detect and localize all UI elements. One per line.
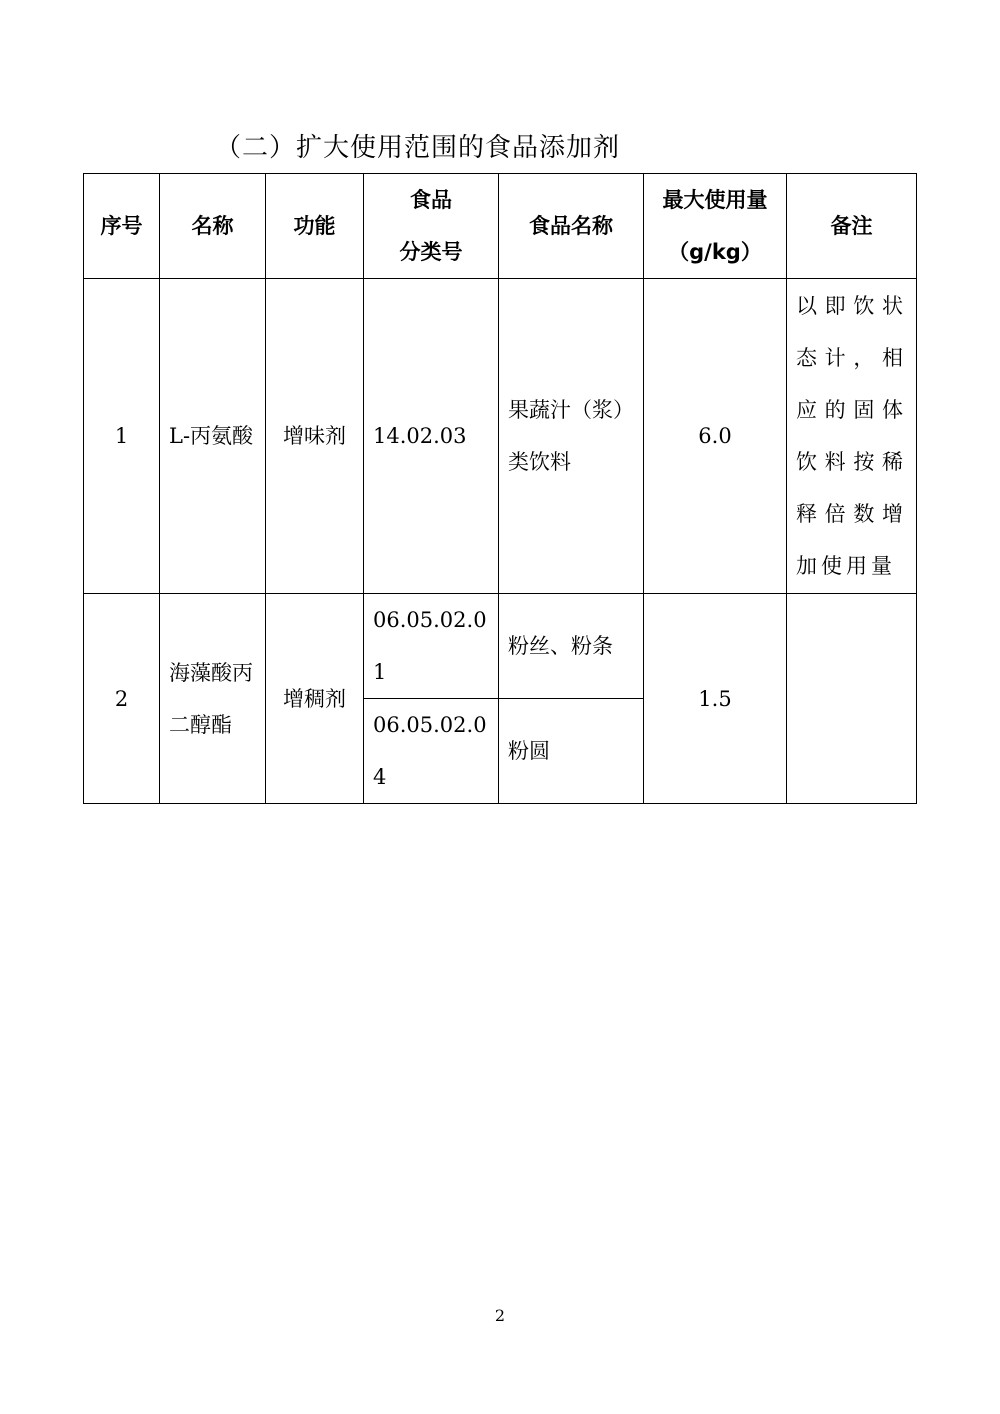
row-max-usage: 1.5 [644, 594, 787, 804]
row-max-usage: 6.0 [644, 279, 787, 594]
row-category: 14.02.03 [364, 279, 499, 594]
row-remarks [787, 594, 917, 804]
header-max-usage-line2: （g/kg） [668, 240, 762, 264]
row-function: 增稠剂 [266, 594, 364, 804]
page-number: 2 [494, 1306, 506, 1325]
row-no: 2 [84, 594, 160, 804]
table-header-row [84, 174, 917, 279]
additives-table [83, 173, 917, 804]
row-category: 06.05.02.01 [364, 594, 499, 699]
header-food-name: 食品名称 [499, 174, 644, 279]
header-max-usage-line1: 最大使用量 [662, 188, 768, 212]
row-name: 海藻酸丙二醇酯 [160, 594, 266, 804]
row-food-name: 粉圆 [499, 699, 644, 804]
row-food-name: 果蔬汁（浆）类饮料 [499, 279, 644, 594]
row-food-name: 粉丝、粉条 [499, 594, 644, 699]
row-no: 1 [84, 279, 160, 594]
row-remarks: 以即饮状态计，相应的固体饮料按稀释倍数增加使用量 [787, 279, 917, 594]
row-name: L-丙氨酸 [160, 279, 266, 594]
header-category-line1: 食品 [410, 188, 452, 212]
section-heading: （二）扩大使用范围的食品添加剂 [215, 133, 621, 163]
row-category: 06.05.02.04 [364, 699, 499, 804]
header-max-usage [644, 174, 787, 279]
header-category-line2: 分类号 [399, 240, 463, 264]
header-name: 名称 [160, 174, 266, 279]
row-function: 增味剂 [266, 279, 364, 594]
header-remarks: 备注 [787, 174, 917, 279]
table-row [84, 279, 917, 594]
header-function: 功能 [266, 174, 364, 279]
header-no: 序号 [84, 174, 160, 279]
table-row [84, 594, 917, 699]
header-category [364, 174, 499, 279]
